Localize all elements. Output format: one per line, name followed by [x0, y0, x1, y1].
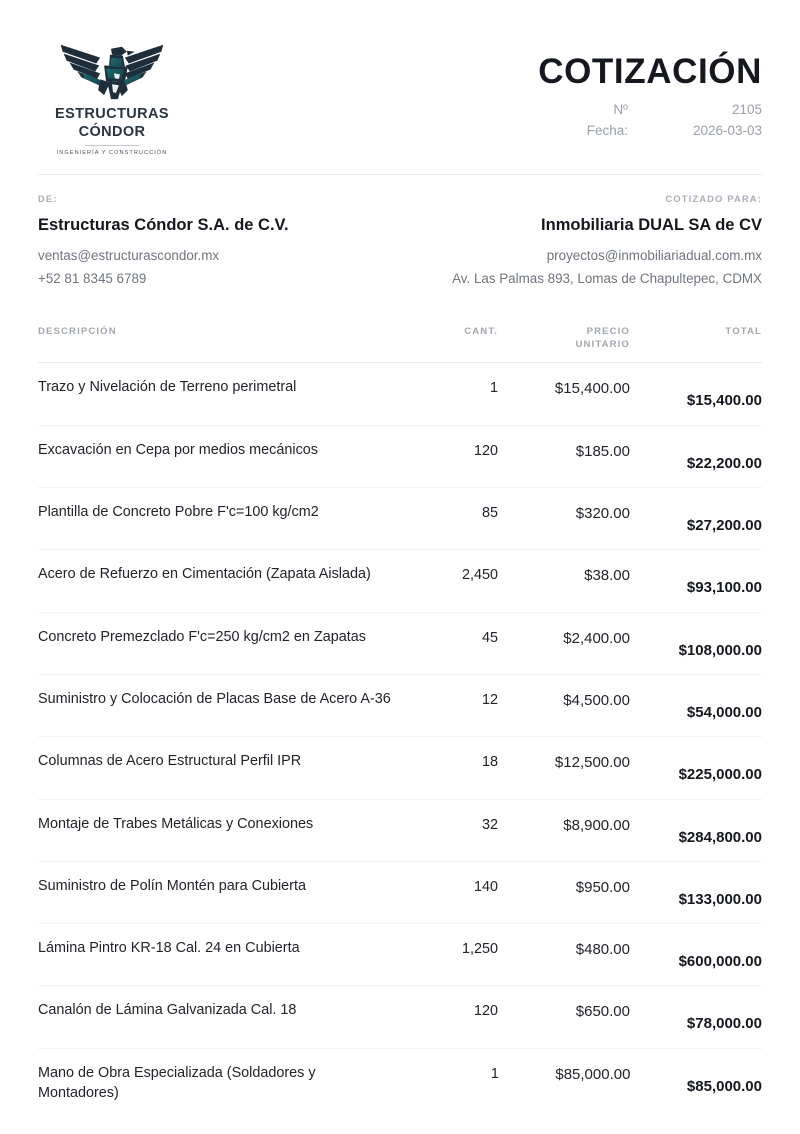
row-description: Trazo y Nivelación de Terreno perimetral	[38, 379, 297, 396]
row-description: Concreto Premezclado F'c=250 kg/cm2 en Zapatas	[38, 628, 366, 645]
row-quantity: 32	[481, 816, 498, 833]
table-row	[38, 550, 762, 612]
row-quantity: 120	[473, 1003, 498, 1020]
table-row	[38, 488, 762, 550]
row-unit-price: $12,500.00	[554, 754, 630, 772]
table-row	[38, 1049, 762, 1117]
row-total: $133,000.00	[678, 890, 762, 908]
line-items-table	[38, 300, 762, 1117]
document-number-label: Nº	[613, 102, 628, 117]
row-total: $78,000.00	[686, 1015, 762, 1033]
row-description: Lámina Pintro KR-18 Cal. 24 en Cubierta	[38, 940, 300, 957]
sender-email: ventas@estructurascondor.mx	[38, 247, 220, 263]
sender-label: DE:	[38, 193, 58, 205]
parties-section	[38, 175, 762, 299]
row-total: $22,200.00	[686, 454, 762, 472]
row-unit-price: $950.00	[575, 878, 630, 896]
row-description: Plantilla de Concreto Pobre F'c=100 kg/cm2	[38, 504, 319, 521]
table-body	[38, 363, 762, 1116]
row-description: Suministro y Colocación de Placas Base de Acero A-36	[38, 690, 391, 707]
column-header-unit-price	[498, 326, 630, 352]
row-total: $225,000.00	[678, 766, 762, 784]
row-unit-price: $15,400.00	[554, 380, 630, 398]
table-row	[38, 986, 762, 1048]
row-unit-price: $185.00	[575, 442, 630, 460]
row-quantity: 1	[489, 380, 498, 397]
brand-name-line2: CÓNDOR	[78, 124, 146, 141]
condor-eagle-logo-icon	[52, 30, 172, 104]
row-quantity: 18	[481, 754, 498, 771]
document-title: COTIZACIÓN	[538, 52, 762, 91]
row-description: Excavación en Cepa por medios mecánicos	[38, 441, 318, 458]
row-unit-price: $38.00	[584, 567, 630, 585]
document-header	[38, 0, 762, 174]
row-unit-price: $480.00	[575, 941, 630, 959]
row-unit-price: $4,500.00	[563, 691, 630, 709]
recipient-address: Av. Las Palmas 893, Lomas de Chapultepec, CDMX	[452, 270, 762, 286]
document-date-label: Fecha:	[586, 123, 628, 138]
row-total: $15,400.00	[686, 392, 762, 410]
row-quantity: 45	[481, 629, 498, 646]
row-quantity: 12	[481, 691, 498, 708]
row-description: Acero de Refuerzo en Cimentación (Zapata Aislada)	[38, 566, 371, 583]
row-quantity: 1	[490, 1065, 499, 1082]
row-description: Canalón de Lámina Galvanizada Cal. 18	[38, 1002, 297, 1019]
row-unit-price: $650.00	[575, 1003, 630, 1021]
column-header-total: TOTAL	[725, 325, 762, 337]
sender-phone: +52 81 8345 6789	[38, 270, 147, 286]
column-header-description: DESCRIPCIÓN	[38, 325, 117, 337]
row-total: $600,000.00	[678, 953, 762, 971]
sender-name: Estructuras Cóndor S.A. de C.V.	[38, 216, 289, 235]
row-total: $85,000.00	[686, 1077, 762, 1095]
row-quantity: 2,450	[461, 567, 498, 584]
document-number-value: 2105	[731, 102, 762, 117]
table-row	[38, 737, 762, 799]
row-description: Suministro de Polín Montén para Cubierta	[38, 877, 306, 894]
row-total: $284,800.00	[678, 828, 762, 846]
brand-name-line1: ESTRUCTURAS	[55, 106, 169, 122]
table-row	[38, 613, 762, 675]
row-total: $54,000.00	[686, 703, 762, 721]
document-number-row	[432, 102, 762, 117]
document-date-row	[432, 123, 762, 138]
document-date-value: 2026-03-03	[692, 123, 762, 138]
sender-block	[38, 193, 289, 291]
table-row	[38, 800, 762, 862]
column-header-quantity: CANT.	[464, 325, 498, 337]
row-unit-price: $2,400.00	[563, 629, 630, 647]
row-quantity: 85	[481, 505, 498, 522]
recipient-email: proyectos@inmobiliariadual.com.mx	[546, 247, 762, 263]
table-row	[38, 862, 762, 924]
row-total: $108,000.00	[678, 641, 762, 659]
row-quantity: 140	[473, 878, 498, 895]
brand-divider	[85, 145, 139, 146]
document-meta	[432, 30, 762, 144]
recipient-block	[452, 193, 762, 291]
row-total: $27,200.00	[686, 517, 762, 535]
brand-tagline: INGENIERÍA Y CONSTRUCCIÓN	[56, 150, 168, 157]
row-quantity: 120	[473, 442, 498, 459]
column-header-unit-price-line1: PRECIO	[586, 325, 630, 337]
row-total: $93,100.00	[686, 579, 762, 597]
row-unit-price: $85,000.00	[555, 1065, 631, 1083]
company-logo	[38, 30, 186, 156]
row-description: Montaje de Trabes Metálicas y Conexiones	[38, 815, 314, 832]
column-header-unit-price-line2: UNITARIO	[575, 338, 630, 350]
row-unit-price: $320.00	[575, 505, 630, 523]
table-row	[38, 924, 762, 986]
table-row	[38, 675, 762, 737]
row-quantity: 1,250	[461, 941, 498, 958]
row-description: Columnas de Acero Estructural Perfil IPR	[38, 753, 302, 770]
recipient-name: Inmobiliaria DUAL SA de CV	[541, 216, 762, 235]
row-unit-price: $8,900.00	[563, 816, 630, 834]
table-header-row	[38, 326, 762, 364]
table-row	[38, 426, 762, 488]
table-row	[38, 363, 762, 425]
row-description: Mano de Obra Especializada (Soldadores y Montadores)	[38, 1064, 316, 1102]
recipient-label: COTIZADO PARA:	[665, 193, 762, 205]
